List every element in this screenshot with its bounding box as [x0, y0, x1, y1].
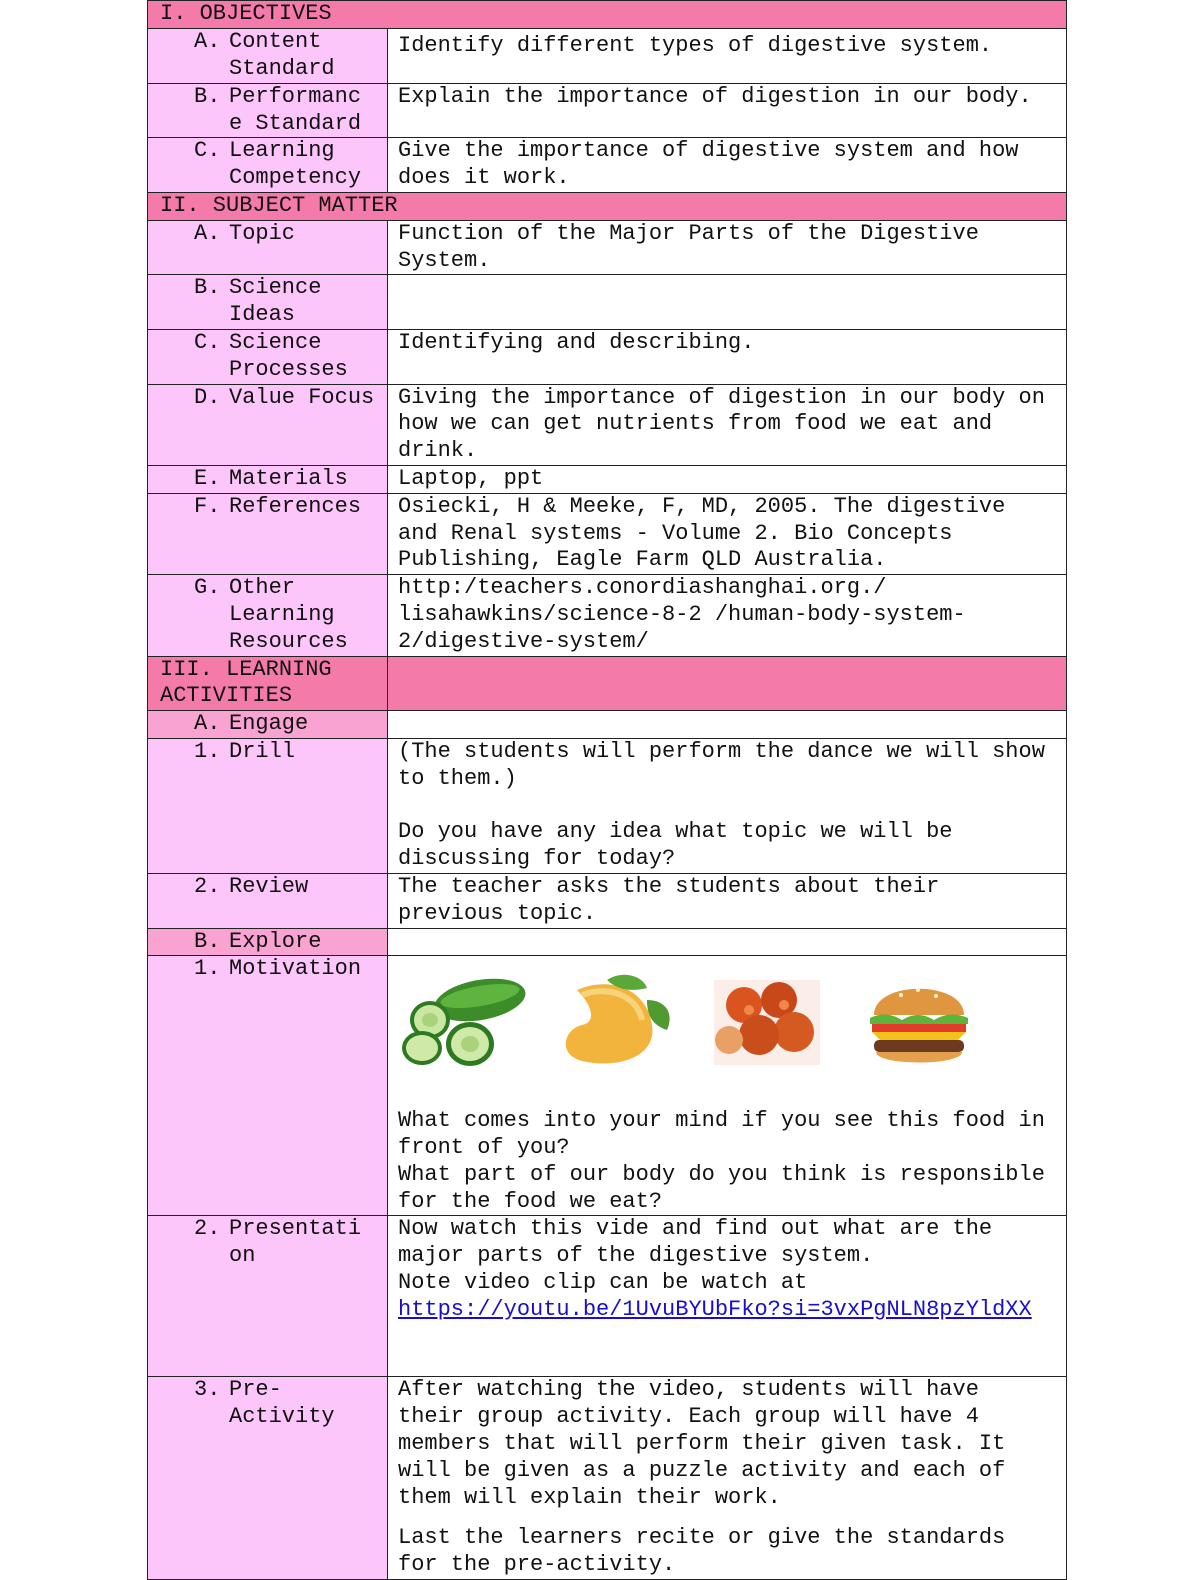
row-label: Performanc e Standard [229, 83, 362, 136]
row-explore [148, 928, 1067, 956]
row-label: Topic [229, 220, 296, 246]
row-label: Engage [229, 711, 309, 737]
row-label: Explore [229, 928, 322, 954]
burger-image [856, 970, 982, 1070]
row-label: References [229, 493, 362, 519]
video-link[interactable]: https://youtu.be/1UvuBYUbFko?si=3vxPgNLN8pzYldXX [398, 1296, 1032, 1322]
row-value: Identify different types of digestive system. [388, 28, 1067, 83]
fried-chicken-image [704, 970, 830, 1070]
row-value: Identifying and describing. [388, 329, 1067, 384]
row-value: Osiecki, H & Meeke, F, MD, 2005. The digestive and Renal systems - Volume 2. Bio Concepts Publishing, Eagle Farm QLD Australia. [388, 493, 1067, 574]
row-letter: 3. [194, 1377, 221, 1403]
mango-image [552, 970, 678, 1070]
row-performance-standard [148, 83, 1067, 138]
subject-matter-header-row [148, 192, 1067, 220]
presentation-note: Note video clip can be watch at [398, 1270, 808, 1296]
row-label: Value Focus [229, 384, 375, 410]
row-presentation [148, 1216, 1067, 1377]
row-review [148, 873, 1067, 928]
row-learning-competency [148, 138, 1067, 193]
row-label: Learning Competency [229, 138, 362, 191]
presentation-text: Now watch this vide and find out what are the major parts of the digestive system. [398, 1216, 993, 1269]
row-letter: D. [194, 384, 221, 410]
learning-activities-header-row [148, 656, 1067, 711]
objectives-header-row [148, 1, 1067, 29]
row-letter: A. [194, 220, 221, 246]
food-images [398, 956, 1056, 1108]
row-motivation [148, 956, 1067, 1216]
row-references [148, 493, 1067, 574]
row-science-ideas [148, 275, 1067, 330]
pre-activity-text-2: Last the learners recite or give the standards for the pre-activity. [398, 1525, 1006, 1578]
row-label: Motivation [229, 956, 362, 982]
row-pre-activity [148, 1377, 1067, 1580]
drill-text: (The students will perform the dance we will show to them.) [398, 738, 1045, 791]
row-letter: G. [194, 575, 221, 601]
row-value: The teacher asks the students about their previous topic. [388, 873, 1067, 928]
row-value: Function of the Major Parts of the Digestive System. [388, 220, 1067, 275]
row-engage [148, 711, 1067, 739]
row-label: Presentati on [229, 1216, 362, 1269]
motivation-question-2: What part of our body do you think is responsible for the food we eat? [398, 1161, 1045, 1214]
row-label: Science Ideas [229, 275, 322, 328]
drill-question: Do you have any idea what topic we will be discussing for today? [398, 819, 953, 872]
lesson-plan-page [147, 0, 1066, 1580]
cucumber-image [400, 970, 526, 1070]
row-value: http:/teachers.conordiashanghai.org./ lisahawkins/science-8-2 /human-body-system-2/digestive-system/ [388, 575, 1067, 656]
row-label: Materials [229, 465, 348, 491]
pre-activity-text: After watching the video, students will have their group activity. Each group will have 4 members that will perform their given task. It will be given as a puzzle activity and each of them will explain their work. [398, 1377, 1006, 1510]
section-title-objectives: I. OBJECTIVES [148, 1, 1067, 29]
motivation-question-1: What comes into your mind if you see this food in front of you? [398, 1108, 1045, 1161]
row-letter: 1. [194, 738, 221, 764]
row-label: Other Learning Resources [229, 575, 348, 654]
row-value: Giving the importance of digestion in our body on how we can get nutrients from food we eat and drink. [388, 384, 1067, 465]
row-label: Science Processes [229, 329, 348, 382]
row-value: Explain the importance of digestion in our body. [388, 83, 1067, 138]
row-value-focus [148, 384, 1067, 465]
row-letter: B. [194, 275, 221, 301]
section-title-subject-matter: II. SUBJECT MATTER [148, 192, 1067, 220]
row-letter: E. [194, 465, 221, 491]
row-label: Content Standard [229, 28, 335, 81]
row-topic [148, 220, 1067, 275]
row-value [388, 275, 1067, 330]
section-title-learning-activities: III. LEARNING ACTIVITIES [148, 656, 388, 711]
row-science-processes [148, 329, 1067, 384]
row-materials [148, 465, 1067, 493]
row-other-learning-resources [148, 575, 1067, 656]
row-letter: C. [194, 329, 221, 355]
row-letter: C. [194, 138, 221, 164]
row-letter: A. [194, 711, 221, 737]
row-letter: 1. [194, 956, 221, 982]
row-letter: 2. [194, 873, 221, 899]
row-label: Pre-Activity [229, 1377, 335, 1430]
row-letter: B. [194, 928, 221, 954]
row-label: Drill [229, 738, 296, 764]
row-label: Review [229, 873, 309, 899]
row-drill [148, 738, 1067, 873]
row-letter: B. [194, 83, 221, 109]
row-value: Give the importance of digestive system and how does it work. [388, 138, 1067, 193]
row-letter: A. [194, 28, 221, 54]
row-letter: F. [194, 493, 221, 519]
row-letter: 2. [194, 1216, 221, 1242]
row-value: Laptop, ppt [388, 465, 1067, 493]
lesson-plan-table [147, 0, 1067, 1580]
row-content-standard [148, 28, 1067, 83]
